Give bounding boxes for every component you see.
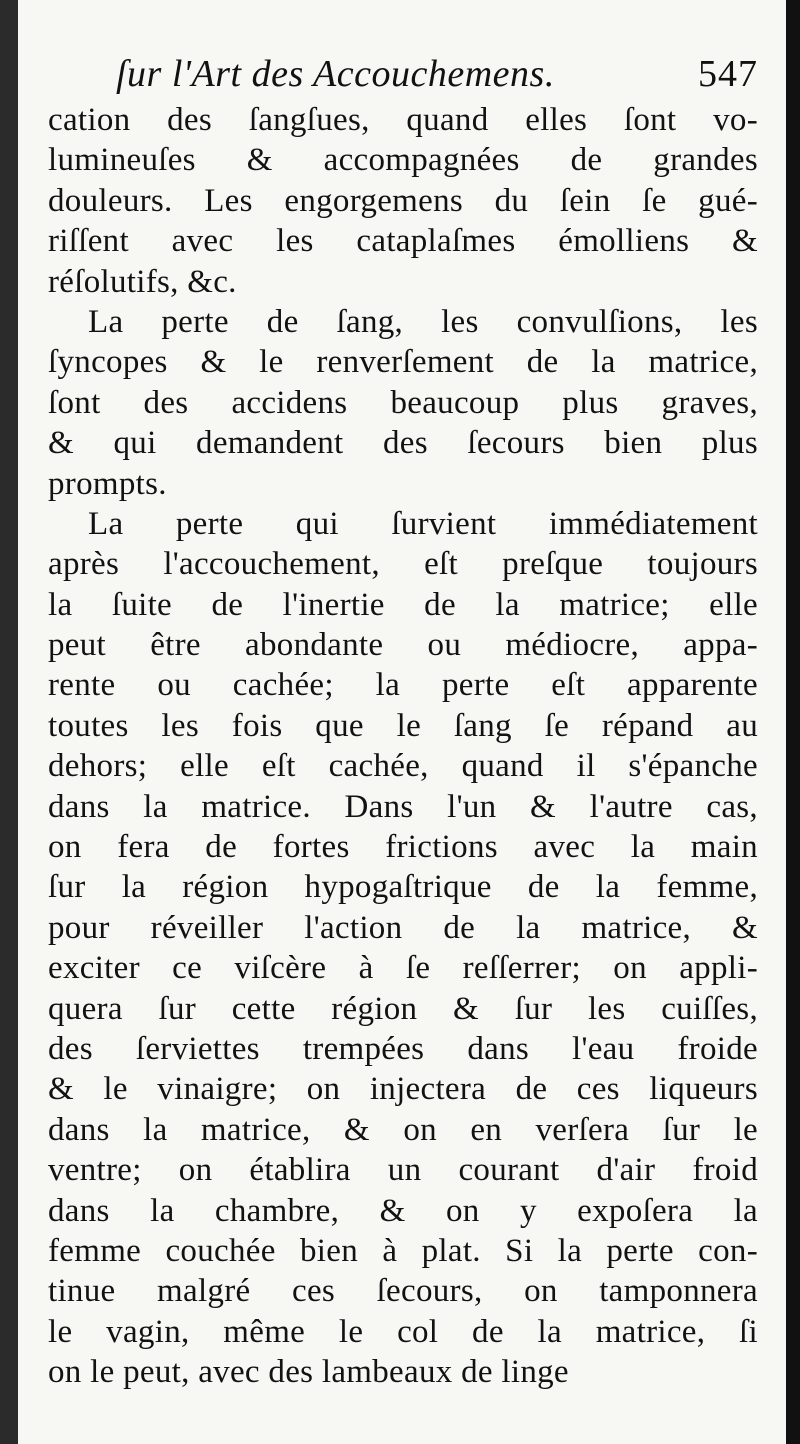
text-line: douleurs. Les engorgemens du ſein ſe gué-: [48, 182, 758, 219]
text-line: ventre; on établira un courant d'air froid: [48, 1152, 758, 1189]
text-line: tinue malgré ces ſecours, on tamponnera: [48, 1273, 758, 1310]
text-line: ſyncopes & le renverſement de la matrice,: [48, 344, 758, 381]
text-line: le vagin, même le col de la matrice, ſi: [48, 1313, 758, 1350]
text-line: cation des ſangſues, quand elles ſont vo-: [48, 102, 758, 138]
paragraph: [48, 302, 758, 504]
text-line: lumineuſes & accompagnées de grandes: [48, 142, 758, 179]
text-line: dans la matrice. Dans l'un & l'autre cas,: [48, 788, 758, 825]
text-line: ſont des accidens beaucoup plus graves,: [48, 384, 758, 421]
text-line: & qui demandent des ſecours bien plus: [48, 425, 758, 462]
text-line: réſolutifs, &c.: [48, 263, 237, 300]
book-page: [18, 0, 786, 1444]
text-line: la ſuite de l'inertie de la matrice; elle: [48, 586, 758, 623]
text-line: exciter ce viſcère à ſe reſſerrer; on appli-: [48, 950, 758, 987]
paragraph: [48, 100, 758, 302]
text-line: rente ou cachée; la perte eſt apparente: [48, 667, 758, 704]
text-line: La perte qui ſurvient immédiatement: [88, 505, 758, 542]
text-line: La perte de ſang, les convulſions, les: [88, 303, 758, 340]
text-line: dans la matrice, & on en verſera ſur le: [48, 1111, 758, 1148]
text-line: on le peut, avec des lambeaux de linge: [48, 1354, 569, 1391]
running-title: ſur l'Art des Accouchemens.: [116, 53, 555, 95]
scan-right-margin: [786, 0, 800, 1444]
text-line: & le vinaigre; on injectera de ces liqueurs: [48, 1071, 758, 1108]
page-text: [48, 48, 758, 1393]
text-line: riſſent avec les cataplaſmes émolliens &: [48, 223, 758, 260]
text-line: ſur la région hypogaſtrique de la femme,: [48, 869, 758, 906]
body-text: [48, 100, 758, 1393]
page-number: 547: [698, 53, 758, 95]
text-line: après l'accouchement, eſt preſque toujours: [48, 546, 758, 583]
running-head: [48, 48, 758, 100]
text-line: dehors; elle eſt cachée, quand il s'épanche: [48, 748, 758, 785]
paragraph: [48, 504, 758, 1393]
text-line: quera ſur cette région & ſur les cuiſſes,: [48, 990, 758, 1027]
text-line: des ſerviettes trempées dans l'eau froide: [48, 1030, 758, 1067]
text-line: on fera de fortes frictions avec la main: [48, 829, 758, 866]
text-line: peut être abondante ou médiocre, appa-: [48, 627, 758, 664]
text-line: femme couchée bien à plat. Si la perte con-: [48, 1232, 758, 1269]
text-line: toutes les fois que le ſang ſe répand au: [48, 707, 758, 744]
text-line: dans la chambre, & on y expoſera la: [48, 1192, 758, 1229]
text-line: pour réveiller l'action de la matrice, &: [48, 909, 758, 946]
text-line: prompts.: [48, 465, 167, 502]
scan-left-margin: [0, 0, 18, 1444]
